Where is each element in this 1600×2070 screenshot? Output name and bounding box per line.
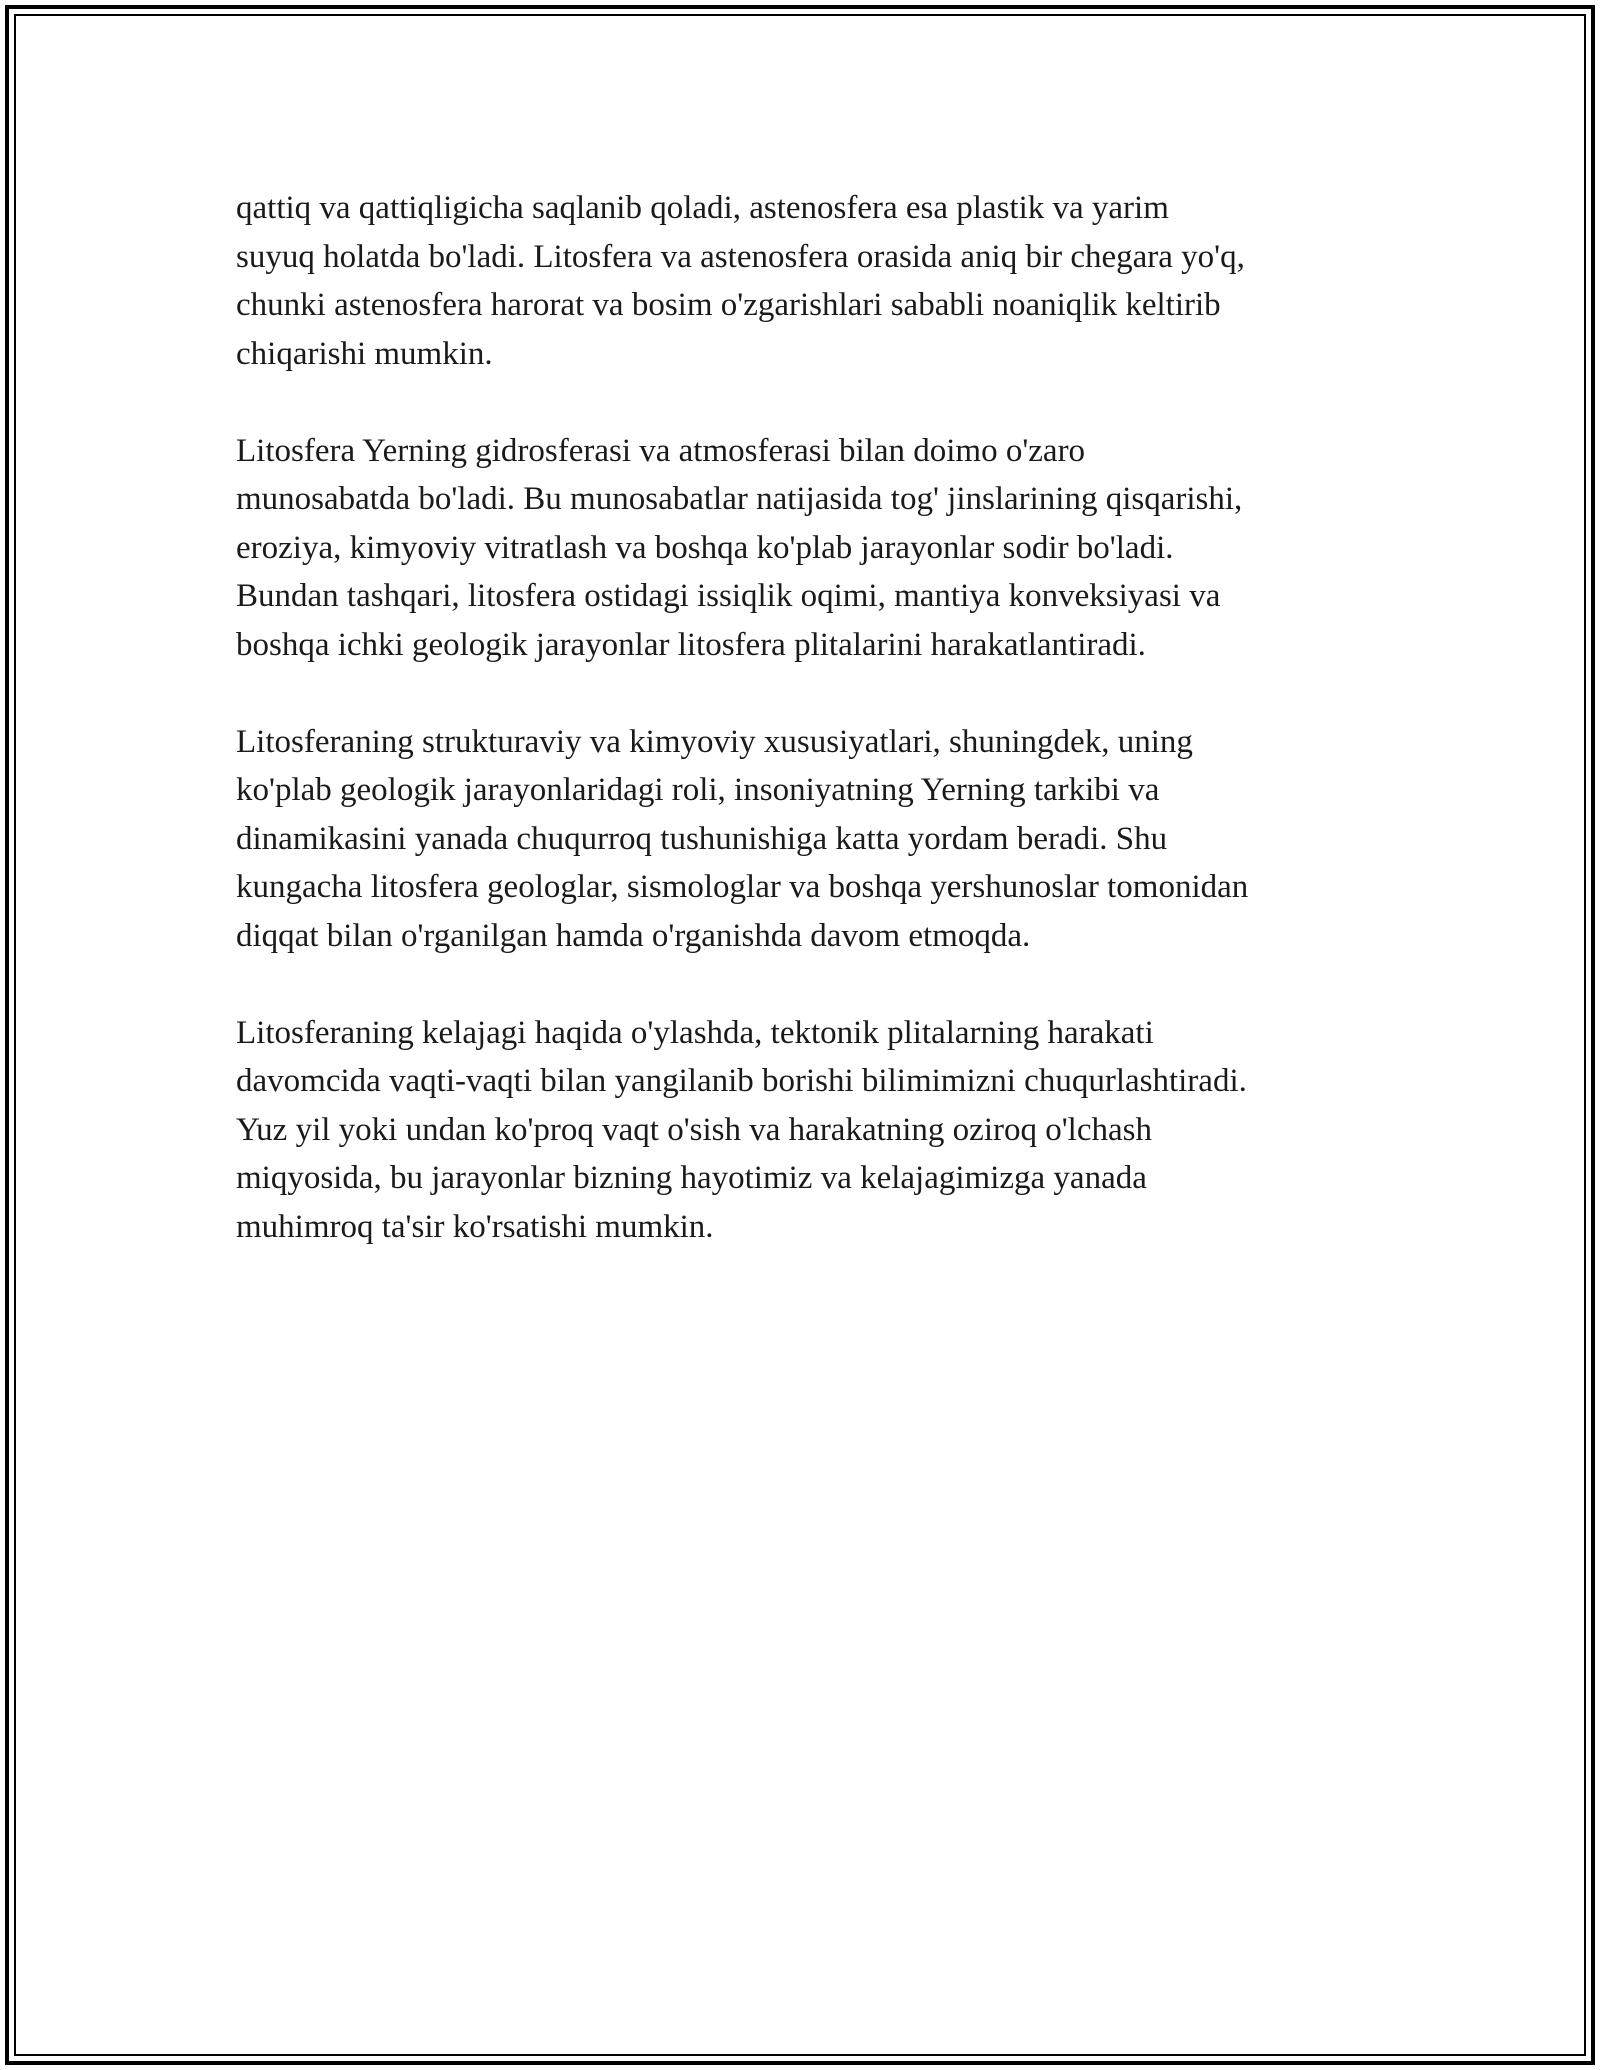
text-line: Bundan tashqari, litosfera ostidagi issiqlik oqimi, mantiya konveksiyasi va: [236, 578, 1221, 614]
text-line: kungacha litosfera geologlar, sismologlar va boshqa yershunoslar tomonidan: [236, 869, 1249, 905]
text-line: suyuq holatda bo'ladi. Litosfera va astenosfera orasida aniq bir chegara yo'q,: [236, 238, 1245, 275]
text-line: dinamikasini yanada chuqurroq tushunishiga katta yordam beradi. Shu: [236, 820, 1168, 857]
text-line: Litosferaning kelajagi haqida o'ylashda, tektonik plitalarning harakati: [236, 1014, 1154, 1051]
text-line: munosabatda bo'ladi. Bu munosabatlar natijasida tog' jinslarining qisqarishi,: [236, 481, 1243, 517]
paragraph-3: [236, 718, 1416, 961]
text-line: eroziya, kimyoviy vitratlash va boshqa ko'plab jarayonlar sodir bo'ladi.: [236, 529, 1174, 566]
text-line: chunki astenosfera harorat va bosim o'zgarishlari sababli noaniqlik keltirib: [236, 287, 1221, 323]
paragraph-2: [236, 427, 1416, 670]
text-line: diqqat bilan o'rganilgan hamda o'rganishda davom etmoqda.: [236, 917, 1031, 954]
text-line: qattiq va qattiqligicha saqlanib qoladi, astenosfera esa plastik va yarim: [236, 190, 1169, 226]
text-line: Yuz yil yoki undan ko'proq vaqt o'sish va harakatning oziroq o'lchash: [236, 1111, 1152, 1148]
paragraph-1: [236, 184, 1416, 378]
text-line: Litosferaning strukturaviy va kimyoviy xususiyatlari, shuningdek, uning: [236, 723, 1193, 760]
document-body: [236, 184, 1416, 1300]
text-line: miqyosida, bu jarayonlar bizning hayotimiz va kelajagimizga yanada: [236, 1160, 1147, 1196]
paragraph-4: [236, 1009, 1416, 1252]
text-line: muhimroq ta'sir ko'rsatishi mumkin.: [236, 1208, 714, 1245]
text-line: boshqa ichki geologik jarayonlar litosfera plitalarini harakatlantiradi.: [236, 626, 1146, 663]
text-line: Litosfera Yerning gidrosferasi va atmosferasi bilan doimo o'zaro: [236, 432, 1086, 469]
text-line: davomcida vaqti-vaqti bilan yangilanib borishi bilimimizni chuqurlashtiradi.: [236, 1063, 1247, 1099]
text-line: ko'plab geologik jarayonlaridagi roli, insoniyatning Yerning tarkibi va: [236, 772, 1160, 808]
text-line: chiqarishi mumkin.: [236, 335, 493, 372]
